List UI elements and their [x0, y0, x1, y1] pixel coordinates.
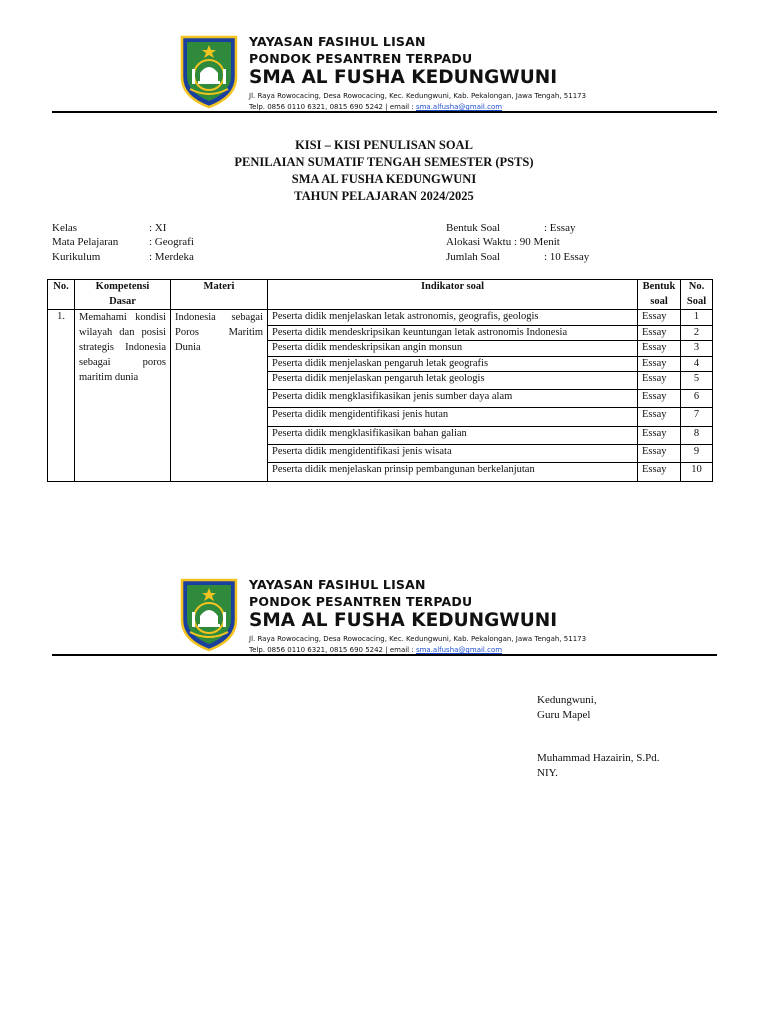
info-row-kelas — [52, 221, 252, 235]
info-value: : XI — [149, 222, 167, 234]
table-row — [48, 310, 713, 326]
cell-bentuk: Essay — [638, 356, 681, 372]
info-label: Bentuk Soal — [446, 222, 501, 234]
info-value: : Merdeka — [149, 250, 194, 263]
info-label: Kurikulum — [52, 250, 101, 263]
pesantren-name: PONDOK PESANTREN TERPADU — [249, 594, 473, 609]
cell-indikator: Peserta didik mengidentifikasi jenis wisata — [268, 445, 638, 463]
title-line-3: SMA AL FUSHA KEDUNGWUNI — [291, 172, 477, 186]
cell-kompetensi: Memahami kondisi wilayah dan posisi strategis Indonesia sebagai poros maritim dunia — [75, 310, 171, 482]
header-no-soal: No. Soal — [681, 280, 713, 310]
cell-no-soal: 5 — [681, 372, 713, 390]
signature-block — [537, 693, 597, 722]
cell-bentuk: Essay — [638, 408, 681, 427]
cell-bentuk: Essay — [638, 372, 681, 390]
cell-indikator: Peserta didik menjelaskan letak astronomis, geografis, geologis — [268, 310, 638, 326]
cell-bentuk: Essay — [638, 390, 681, 408]
cell-bentuk: Essay — [638, 427, 681, 445]
letterhead-second — [52, 576, 717, 656]
cell-no-soal: 2 — [681, 325, 713, 341]
info-value: : 10 Essay — [544, 250, 590, 263]
signature-name: Muhammad Hazairin, S.Pd. — [537, 752, 660, 764]
info-label: Alokasi Waktu — [446, 236, 512, 249]
cell-no-soal: 7 — [681, 408, 713, 427]
header-kompetensi: Kompetensi Dasar — [75, 280, 171, 310]
school-name: SMA AL FUSHA KEDUNGWUNI — [249, 67, 558, 88]
foundation-name: YAYASAN FASIHUL LISAN — [249, 34, 426, 49]
pesantren-name: PONDOK PESANTREN TERPADU — [249, 51, 473, 66]
letterhead-divider — [52, 654, 717, 656]
info-label: Mata Pelajaran — [52, 236, 119, 249]
contact-phone: Telp. 0856 0110 6321, 0815 690 5242 | email : — [249, 103, 416, 111]
cell-no-soal: 8 — [681, 427, 713, 445]
cell-indikator: Peserta didik mengklasifikasikan jenis sumber daya alam — [268, 390, 638, 408]
cell-materi: Indonesia sebagai Poros Maritim Dunia — [171, 310, 268, 482]
cell-bentuk: Essay — [638, 310, 681, 326]
cell-no: 1. — [48, 310, 75, 482]
cell-no-soal: 9 — [681, 445, 713, 463]
cell-no-soal: 1 — [681, 310, 713, 326]
header-indikator: Indikator soal — [268, 280, 638, 310]
header-bentuk: Bentuk soal — [638, 280, 681, 310]
cell-indikator: Peserta didik mendeskripsikan angin monsun — [268, 341, 638, 357]
table-header-row — [48, 280, 713, 310]
info-row-bentuk — [446, 221, 646, 235]
letterhead-divider — [52, 111, 717, 113]
signature-niy: NIY. — [537, 766, 558, 779]
school-address: Jl. Raya Rowocacing, Desa Rowocacing, Kec. Kedungwuni, Kab. Pekalongan, Jawa Tengah, 51173 — [249, 92, 587, 100]
header-no: No. — [48, 280, 75, 310]
cell-indikator: Peserta didik menjelaskan pengaruh letak geografis — [268, 356, 638, 372]
school-logo-icon — [178, 576, 240, 652]
cell-indikator: Peserta didik mengidentifikasi jenis hutan — [268, 408, 638, 427]
email-link[interactable]: sma.alfusha@gmail.com — [415, 646, 503, 654]
info-label: Kelas — [52, 222, 78, 234]
school-name: SMA AL FUSHA KEDUNGWUNI — [249, 610, 558, 631]
document-title — [0, 137, 768, 205]
info-value: : Essay — [544, 222, 576, 234]
cell-no-soal: 4 — [681, 356, 713, 372]
kisi-table — [47, 279, 713, 482]
signature-name-block — [537, 751, 660, 780]
cell-bentuk: Essay — [638, 445, 681, 463]
email-link[interactable]: sma.alfusha@gmail.com — [415, 103, 503, 111]
title-line-4: TAHUN PELAJARAN 2024/2025 — [294, 189, 474, 203]
info-left — [52, 221, 252, 264]
school-address: Jl. Raya Rowocacing, Desa Rowocacing, Kec. Kedungwuni, Kab. Pekalongan, Jawa Tengah, 51173 — [249, 635, 587, 643]
info-row-mapel — [52, 235, 252, 249]
signature-role: Guru Mapel — [537, 708, 591, 721]
school-logo-icon — [178, 33, 240, 109]
cell-indikator: Peserta didik mengklasifikasikan bahan galian — [268, 427, 638, 445]
info-row-kurikulum — [52, 250, 252, 264]
cell-no-soal: 3 — [681, 341, 713, 357]
cell-indikator: Peserta didik menjelaskan prinsip pembangunan berkelanjutan — [268, 463, 638, 482]
info-value: : Geografi — [149, 236, 194, 249]
cell-indikator: Peserta didik mendeskripsikan keuntungan letak astronomis Indonesia — [268, 325, 638, 341]
letterhead-top — [52, 33, 717, 113]
cell-bentuk: Essay — [638, 341, 681, 357]
title-line-1: KISI – KISI PENULISAN SOAL — [295, 138, 473, 152]
header-materi: Materi — [171, 280, 268, 310]
foundation-name: YAYASAN FASIHUL LISAN — [249, 577, 426, 592]
signature-place: Kedungwuni, — [537, 694, 597, 706]
cell-no-soal: 10 — [681, 463, 713, 482]
info-value: : 90 Menit — [514, 236, 560, 249]
cell-indikator: Peserta didik menjelaskan pengaruh letak geologis — [268, 372, 638, 390]
info-row-alokasi — [446, 235, 646, 249]
contact-phone: Telp. 0856 0110 6321, 0815 690 5242 | email : — [249, 646, 416, 654]
cell-bentuk: Essay — [638, 463, 681, 482]
info-right — [446, 221, 646, 264]
cell-bentuk: Essay — [638, 325, 681, 341]
info-row-jumlah — [446, 250, 646, 264]
info-label: Jumlah Soal — [446, 250, 501, 263]
title-line-2: PENILAIAN SUMATIF TENGAH SEMESTER (PSTS) — [234, 155, 534, 169]
cell-no-soal: 6 — [681, 390, 713, 408]
